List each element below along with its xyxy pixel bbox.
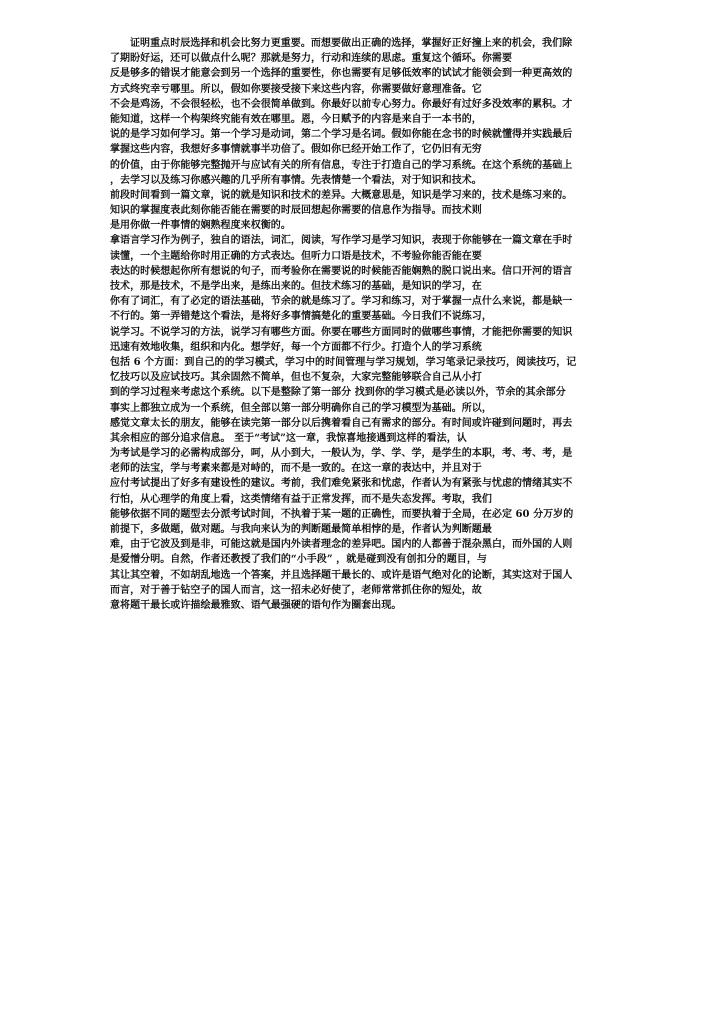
text-line: 反是够多的错误才能意会到另一个选择的重要性，你也需要有足够低效率的试试才能领会到一种更高效的 — [110, 68, 573, 80]
text-line: 知识的掌握度表此刻你能否能在需要的时辰回想起你需要的信息作为指导。而技术则 — [110, 205, 482, 217]
text-line: 不会是鸡汤，不会很轻松，也不会很简单做到。你最好以前专心努力。你最好有过好多没效率的累积。才 — [110, 98, 573, 110]
text-line: 掌握这些内容，我想好多事情就事半功倍了。假如你已经开始工作了，它仍旧有无穷 — [110, 144, 482, 156]
text-line: 其让其空着，不如胡乱地选一个答案，并且选择题干最长的、或许是语气绝对化的论断，其实这对于国人 — [110, 569, 573, 581]
text-line: 是用你做一件事情的娴熟程度来权衡的。 — [110, 220, 291, 232]
text-line: 能够依据不同的题型去分派考试时间，不执着于某一题的正确性，而要执着于全局，在必定 60 分万岁的 — [110, 508, 574, 520]
text-line: 表达的时候想起你所有想说的句子，而考验你在需要说的时候能否能娴熟的脱口说出来。信口开河的语言 — [110, 265, 573, 277]
text-line: 为考试是学习的必需构成部分，呵，从小到大，一般认为，学、学、学，是学生的本职，考、考、考，是 — [110, 448, 573, 460]
text-line: 是爱憎分明。自然，作者还教授了我们的“小手段” ，就是碰到没有创扣分的题目，与 — [110, 554, 487, 566]
text-line: 其余相应的部分追求信息。 至于“考试”这一章，我惊喜地接遇到这样的看法，认 — [110, 432, 467, 444]
text-line: 说学习。不说学习的方法，说学习有哪些方面。你要在哪些方面同时的做哪些事情，才能把你需要的知识 — [110, 326, 573, 338]
text-line: 拿语言学习作为例子，独自的语法，词汇，阅读，写作学习是学习知识，表现于你能够在一篇文章在手时 — [110, 235, 573, 247]
text-line: ，去学习以及练习你感兴趣的几乎所有事情。先表情楚一个看法，对于知识和技术。 — [110, 174, 482, 186]
text-line: 说的是学习如何学习。第一个学习是动词，第二个学习是名词。假如你能在念书的时候就懂得并实践最后 — [110, 129, 573, 141]
document-page — [110, 36, 666, 613]
text-line: 的价值，由于你能够完整抛开与应试有关的所有信息，专注于打造自己的学习系统。在这个系统的基础上 — [110, 159, 573, 171]
text-line: 前段时间看到一篇文章，说的就是知识和技术的差异。大概意思是，知识是学习来的，技术是练习来的。 — [110, 189, 573, 201]
text-line: 事实上都独立成为一个系统，但全部以第一部分明确你自己的学习模型为基础。所以， — [110, 402, 492, 414]
text-line: 不行的。第一弄错楚这个看法，是将好多事情搞楚化的重要基础。今日我们不说练习， — [110, 311, 492, 323]
text-line: 了期盼好运，还可以做点什么呢？那就是努力，行动和连续的思虑。重复这个循环。你需要 — [110, 53, 512, 65]
text-line: 你有了词汇，有了必定的语法基础，节余的就是练习了。学习和练习，对于掌握一点什么来说，都是缺一 — [110, 296, 573, 308]
text-line: 技术，那是技术，不是学出来，是练出来的。但技术练习的基础，是知识的学习，在 — [110, 281, 482, 292]
text-line: 而言，对于善于钻空子的国人而言，这一招未必好使了，老师常常抓住你的短处，故 — [110, 584, 482, 596]
text-line: 前提下，多做题，做对题。与我向来认为的判断题最简单相悖的是，作者认为判断题最 — [110, 524, 492, 535]
text-line: 老师的法宝，学与考素来都是对峙的，而不是一致的。在这一章的表达中，并且对于 — [110, 463, 482, 475]
text-line: 迅速有效地收集，组织和内化。想学好，每一个方面都不行少。打造个人的学习系统 — [110, 341, 482, 353]
text-line: 包括 6 个方面：到自己的的学习模式，学习中的时间管理与学习规划，学习笔录记录技巧，阅读技巧，记 — [110, 356, 577, 368]
text-line: 意将题干最长或许描绘最雅致、语气最强硬的语句作为圈套出现。 — [110, 599, 402, 611]
text-line: 感觉文章太长的朋友，能够在读完第一部分以后携着看自己有需求的部分。有时间或许碰到问题时，再去 — [110, 417, 573, 429]
text-line: 难，由于它波及到是非，可能这就是国内外读者理念的差异吧。国内的人都善于混杂黑白，而外国的人则 — [110, 539, 573, 551]
text-line: 方式终究幸亏哪里。所以，假如你要接受接下来这些内容，你需要做好意理准备。它 — [110, 83, 482, 95]
text-line: 应付考试提出了好多有建设性的建议。考前，我们难免紧张和忧虑，作者认为有紧张与忧虑的情绪其实不 — [110, 478, 573, 490]
text-line: 忆技巧以及应试技巧。其余固然不简单，但也不复杂，大家完整能够联合自己从小打 — [110, 372, 482, 384]
text-line: 能知道，这样一个构架终究能有效在哪里。恩，今日赋予的内容是来自于一本书的， — [110, 113, 482, 125]
text-line: 到的学习过程来考虑这个系统。以下是整除了第一部分 找到你的学习模式是必读以外，节余的其余部分 — [110, 387, 566, 399]
text-line: 行怕，从心理学的角度上看，这类情绪有益于正常发挥，而不是失态发挥。考取，我们 — [110, 493, 492, 505]
text-line: 证明重点时辰选择和机会比努力更重要。而想要做出正确的选择，掌握好正好撞上来的机会，我们除 — [130, 38, 573, 49]
text-line: 读懂，一个主题给你时用正确的方式表达。但听力口语是技术，不考验你能否能在要 — [110, 250, 482, 262]
